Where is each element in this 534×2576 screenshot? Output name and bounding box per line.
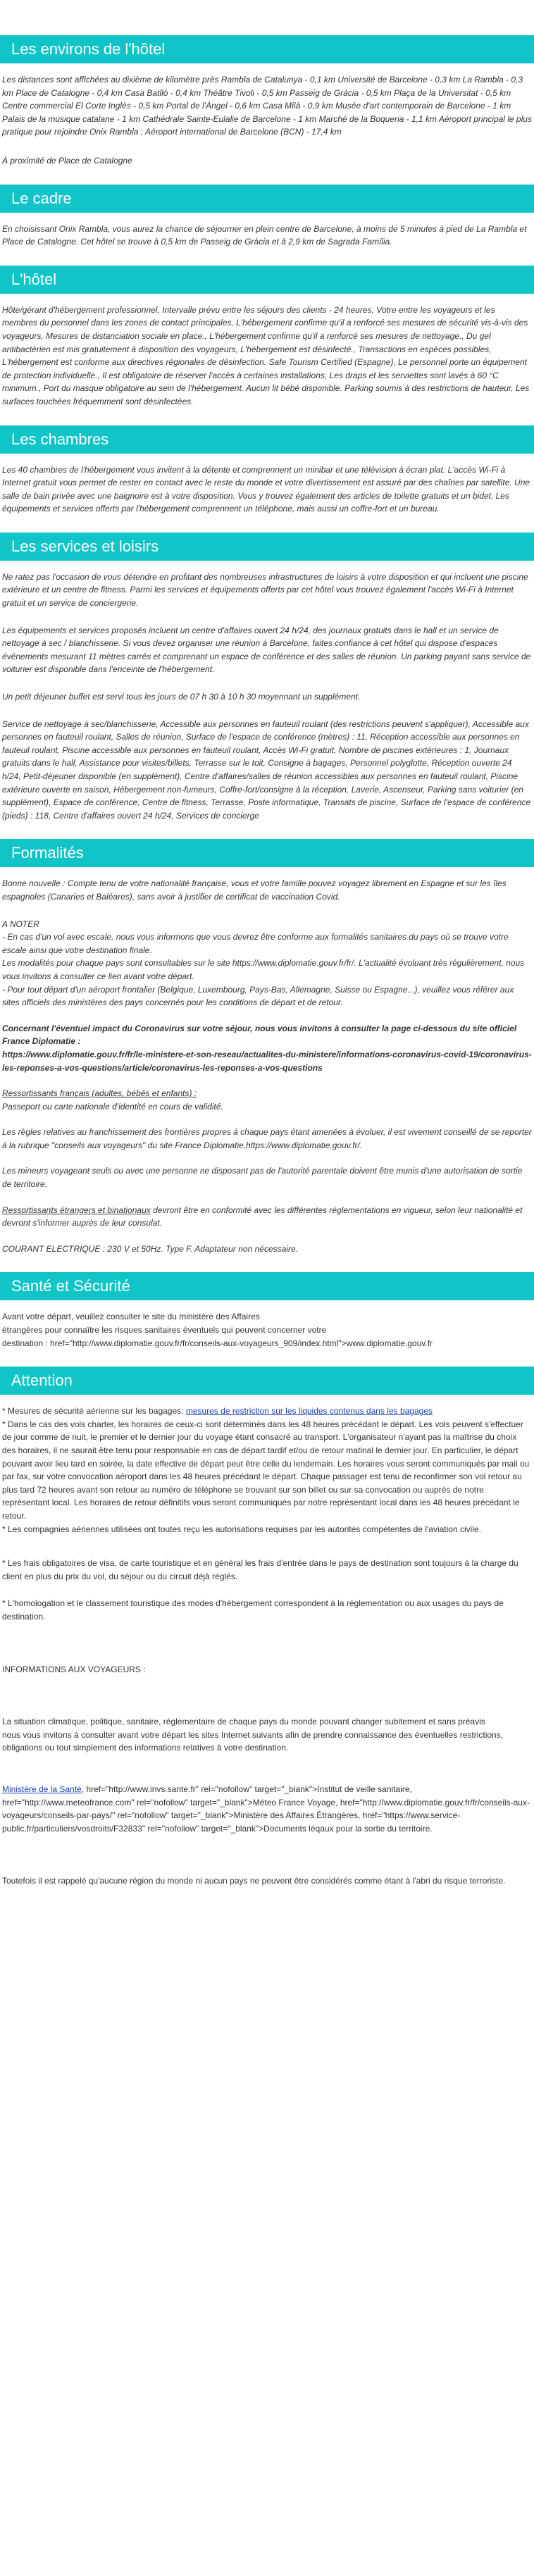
- securite-link[interactable]: mesures de restriction sur les liquides contenus dans les bagages: [185, 1406, 433, 1417]
- ministere-rest: , href="http://www.invs.sante.fr" rel="nofollow" target="_blank">Institut de veille sanitaire, href="http://www.meteofrance.com" rel="nofollow" target="_blank">Méteo France Voyage, href="http://www.diplomatie.gouv.fr/fr/conseils-aux-voyageurs/conseils-par-pays/" rel="nofollow" target="_blank">Ministère des Affaires Étrangères, href="https://www.service-public.fr/particuliers/vosdroits/F32833" rel="nofollow" target="_blank">Documents léqaux pour la sortie du territoire.: [2, 1784, 530, 1834]
- sante-body: [0, 1310, 534, 1350]
- environs-distances: Les distances sont affichées au dixième de kilomètre près Rambla de Catalunya - 0,1 km Université de Barcelone - 0,3 km La Rambla - 0,3 km Place de Catalogne - 0,4 km Casa Batlló - 0,4 km Théâtre Tivoli - 0,5 km Passeig de Gràcia - 0,5 km Plaça de la Universitat - 0,5 km Centre commercial El Corte Inglés - 0,5 km Portal de l'Àngel - 0,6 km Casa Milà - 0,9 km Musée d'art contemporain de Barcelone - 1 km Palais de la musique catalane - 1 km Cathédrale Sainte-Eulalie de Barcelone - 1 km Marché de la Boqueria - 1,1 km Aéroport principal le plus pratique pour rejoindre Onix Rambla : Aéroport international de Barcelone (BCN) - 17,4 km: [2, 75, 532, 137]
- ressort-fr-title: Ressortissants français (adultes, bébés et enfants) :: [2, 1088, 197, 1099]
- formalites-p1: Bonne nouvelle : Compte tenu de votre nationalité française, vous et votre famille pouvez voyagez librement en Espagne et sur les îles espagnoles (Canaries et Baléares), sans avoir à justifier de certificat de vaccination Covid.: [2, 878, 507, 902]
- homologation-text: * L'homologation et le classement touristique des modes d'hébergement correspondent à la réglementation ou aux usages du pays de destination.: [2, 1598, 504, 1622]
- loisirs-body: [0, 571, 534, 823]
- formalites-body: [0, 877, 534, 1255]
- ressort-fr-text: Passeport ou carte nationale d'identité en cours de validité.: [2, 1101, 223, 1112]
- anoter-3: - Pour tout départ d'un aéroport frontalier (Belgique, Luxembourg, Pays-Bas, Allemagne, Suisse ou Espagne...), veuillez vous référer aux sites officiels des ministères des pays concernés pour les conditions de départ et de retour.: [2, 984, 514, 1008]
- covid-link[interactable]: https://www.diplomatie.gouv.fr/fr/le-ministere-et-son-reseau/actualites-du-ministere/informations-coronavirus-covid-19/coronavirus-les-reponses-a-vos-questions/article/coronavirus-les-reponses-a-vos-questions: [2, 1049, 532, 1073]
- hotel-body: [0, 304, 534, 409]
- section-title-environs: Les environs de l'hôtel: [0, 35, 534, 63]
- securite-prefix: * Mesures de sécurité aérienne sur les bagages:: [2, 1406, 186, 1417]
- hotel-text: Hôte/gérant d'hébergement professionnel, Intervalle prévu entre les séjours des clients - 24 heures, Votre entre les voyageurs et les membres du personnel dans les zones de contact principales, L'hébergement confirme qu'il a renforcé ses mesures de sécurité vis-à-vis des voyageurs, Mesures de distanciation sociale en place., L'hébergement confirme qu'il a renforcé ses mesures de nettoyage., Du gel antibactérien est mis gratuitement à disposition des voyageurs, L'hébergement est désinfecté., Transactions en espèces possibles, L'hébergement est conforme aux directives régionales de désinfection. Safe Tourism Certified (Espagne), Le personnel porte un équipement de protection individuelle., Il est obligatoire de réserver l'accès à certaines installations, Les draps et les serviettes sont lavés à 60 °C minimum., Port du masque obligatoire au sein de l'hébergement. Aucun lit bébé disponible. Parking soumis à des restrictions de hauteur, Les surfaces touchées fréquemment sont désinfectées.: [2, 304, 530, 406]
- ressort-etr-text: devront être en conformité avec les différentes réglementations en vigueur, selon leur nationalité et devront s'informer auprès de leur consulat.: [2, 1205, 523, 1228]
- loisirs-p1: Ne ratez pas l'occasion de vous détendre en profitant des nombreuses infrastructures de loisirs à votre disposition et qui incluent une piscine extérieure et un centre de fitness. Parmi les services et équipements offerts par cet hôtel vous trouvez également l'accès Wi-Fi à Internet gratuit et un service de conciergerie.: [2, 571, 528, 609]
- compagnies-text: * Les compagnies aériennes utilisées ont toutes reçu les autorisations requises par les autorités compétentes de l'aviation civile.: [2, 1524, 481, 1534]
- info-title: INFORMATIONS AUX VOYAGEURS :: [2, 1664, 146, 1674]
- regles-text: Les règles relatives au franchissement des frontières propres à chaque pays étant amenées à évoluer, il est vivement conseillé de se reporter à la rubrique "conseils aux voyageurs" du site France Diplomatie,https://www.diplomatie.gouv.fr/.: [2, 1127, 532, 1150]
- chambres-text: Les 40 chambres de l'hébergement vous invitent à la détente et comprennent un minibar et une télévision à écran plat. L'accès Wi-Fi à Internet gratuit vous permet de rester en contact avec le reste du monde et votre divertissement est assuré par des chaînes par satellite. Une salle de bain privée avec une baignoire est à votre disposition. Vous y trouvez également des articles de toilette gratuits et un bidet. Les équipements et services offerts par l'hébergement comprennent un téléphone, mais aussi un coffre-fort et un bureau.: [2, 464, 530, 514]
- environs-body: [0, 73, 534, 168]
- ressort-etr-title: Ressortissants étrangers et binationaux: [2, 1205, 151, 1215]
- section-title-attention: Attention: [0, 1367, 534, 1395]
- covid-notice: Concernant l'éventuel impact du Coronavirus sur votre séjour, nous vous invitons à consulter la page ci-dessous du site officiel France Diplomatie :: [2, 1023, 517, 1047]
- courant-text: COURANT ELECTRIQUE : 230 V et 50Hz. Type F. Adaptateur non nécessaire.: [2, 1243, 298, 1254]
- section-title-loisirs: Les services et loisirs: [0, 533, 534, 561]
- sante-line1: Avant votre départ, veuillez consulter le site du ministère des Affaires: [2, 1312, 260, 1322]
- frais-text: * Les frais obligatoires de visa, de carte touristique et en général les frais d'entrée dans le pays de destination sont toujours à la charge du client en plus du prix du vol, du séjour ou du circuit déjà réglés.: [2, 1558, 519, 1581]
- cadre-text: En choisissant Onix Rambla, vous aurez la chance de séjourner en plein centre de Barcelone, à moins de 5 minutes à pied de La Rambla et Place de Catalogne. Cet hôtel se trouve à 0,5 km de Passeig de Gràcia et à 2,9 km de Sagrada Família.: [2, 223, 527, 247]
- section-title-sante: Santé et Sécurité: [0, 1272, 534, 1300]
- terrorisme-text: Toutefois il est rappelé qu'aucune région du monde ni aucun pays ne peuvent être considérés comme étant à l'abri du risque terroriste.: [2, 1876, 506, 1886]
- section-title-hotel: L'hôtel: [0, 266, 534, 294]
- section-title-chambres: Les chambres: [0, 425, 534, 454]
- chambres-body: [0, 463, 534, 516]
- charter-text: * Dans le cas des vols charter, les horaires de ceux-ci sont déterminés dans les 48 heures précédant le départ. Les vols peuvent s'effectuer de jour comme de nuit, le premier et le dernier jour du voyage étant consacré au transport. L'organisateur n'ayant pas la maîtrise du choix des horaires, il ne saurait être tenu pour responsable en cas de départ tardif et/ou de retour matinal le dernier jour. En particulier, le départ pouvant avoir lieu tard en soirée, la date effective de départ peut être celle du lendemain. Les horaires vous seront communiqués par mail ou par fax, sur votre convocation aéroport dans les 48 heures précédant le départ. Chaque passager est tenu de reconfirmer son vol retour au plus tard 72 heures avant son retour au numéro de téléphone se trouvant sur son billet ou sur sa convocation ou auprès de notre représentant local. Les horaires de retour définitifs vous seront communiqués par notre représentant local dans les 48 heures précédant le retour.: [2, 1419, 530, 1521]
- sante-line3: destination : href="http://www.diplomatie.gouv.fr/fr/conseils-aux-voyageurs_909/index.html">www.diplomatie.gouv.fr: [2, 1338, 433, 1348]
- anoter-1: - En cas d'un vol avec escale, nous vous informons que vous devrez être conforme aux formalités sanitaires du pays où se trouve votre escale ainsi que votre destination finale.: [2, 932, 509, 955]
- securite-line: [2, 1405, 532, 1418]
- anoter-title: A NOTER: [2, 919, 39, 929]
- links-block: [2, 1783, 532, 1835]
- mineurs-text: Les mineurs voyageant seuls ou avec une personne ne disposant pas de l'autorité parentale doivent être munis d'une autorisation de sortie de territoire.: [2, 1166, 523, 1190]
- environs-proximity: À proximité de Place de Catalogne: [2, 155, 132, 166]
- situation-1: La situation climatique, politique, sanitaire, réglementaire de chaque pays du monde pouvant changer subitement et sans préavis: [2, 1717, 485, 1727]
- hotel-info-page: [0, 35, 534, 1888]
- attention-body: [0, 1405, 534, 1888]
- loisirs-p3: Un petit déjeuner buffet est servi tous les jours de 07 h 30 à 10 h 30 moyennant un supplément.: [2, 692, 361, 702]
- sante-line2: étrangères pour connaître les risques sanitaires éventuels qui peuvent concerner votre: [2, 1325, 327, 1336]
- anoter-2: Les modalités pour chaque pays sont consultables sur le site https://www.diplomatie.gouv.fr/fr/. L'actualité évoluant très régulièrement, nous vous invitons à consulter ce lien avant votre départ.: [2, 958, 525, 981]
- section-title-cadre: Le cadre: [0, 185, 534, 213]
- ministere-sante-link[interactable]: Ministère de la Santé: [2, 1784, 82, 1794]
- ressort-etr: [2, 1204, 532, 1230]
- cadre-body: [0, 223, 534, 249]
- section-title-formalites: Formalités: [0, 839, 534, 867]
- loisirs-p4: Service de nettoyage à sec/blanchisserie, Accessible aux personnes en fauteuil roulant (des restrictions peuvent s'appliquer), Accessible aux personnes en fauteuil roulant, Salles de réunion, Surface de l'espace de conférence (mètres) : 11, Réception accessible aux personnes en fauteuil roulant, Piscine accessible aux personnes en fauteuil roulant, Accès Wi-Fi gratuit, Nombre de piscines extérieures : 1, Journaux gratuits dans le hall, Assistance pour visites/billets, Terrasse sur le toit, Consigne à bagages, Personnel polyglotte, Réception ouverte 24 h/24, Petit-déjeuner disponible (en supplément), Centre d'affaires/salles de réunion accessibles aux personnes en fauteuil roulant, Piscine extérieure ouverte en saison, Hébergement non-fumeurs, Coffre-fort/consigne à la réception, Laverie, Ascenseur, Parking sans voiturier (en supplément), Espace de conférence, Centre de fitness, Terrasse, Poste informatique, Transats de piscine, Surface de l'espace de conférence (pieds) : 118, Centre d'affaires ouvert 24 h/24, Services de concierge: [2, 718, 531, 821]
- loisirs-p2: Les équipements et services proposés incluent un centre d'affaires ouvert 24 h/24, des journaux gratuits dans le hall et un service de nettoyage à sec / blanchisserie. Si vous devez organiser une réunion à Barcelone, faites confiance à cet hôtel qui dispose d'espaces événements mesurant 11 mètres carrés et comprenant un espace de conférence et des salles de réunion. Un parking payant sans service de voiturier est disponible dans l'enceinte de l'hébergement.: [2, 625, 531, 675]
- situation-2: nous vous invitons à consulter avant votre départ les sites Internet suivants afin de prendre connaissance des éventuelles restrictions, obligations ou tout simplement des informations relatives à votre destination.: [2, 1729, 504, 1753]
